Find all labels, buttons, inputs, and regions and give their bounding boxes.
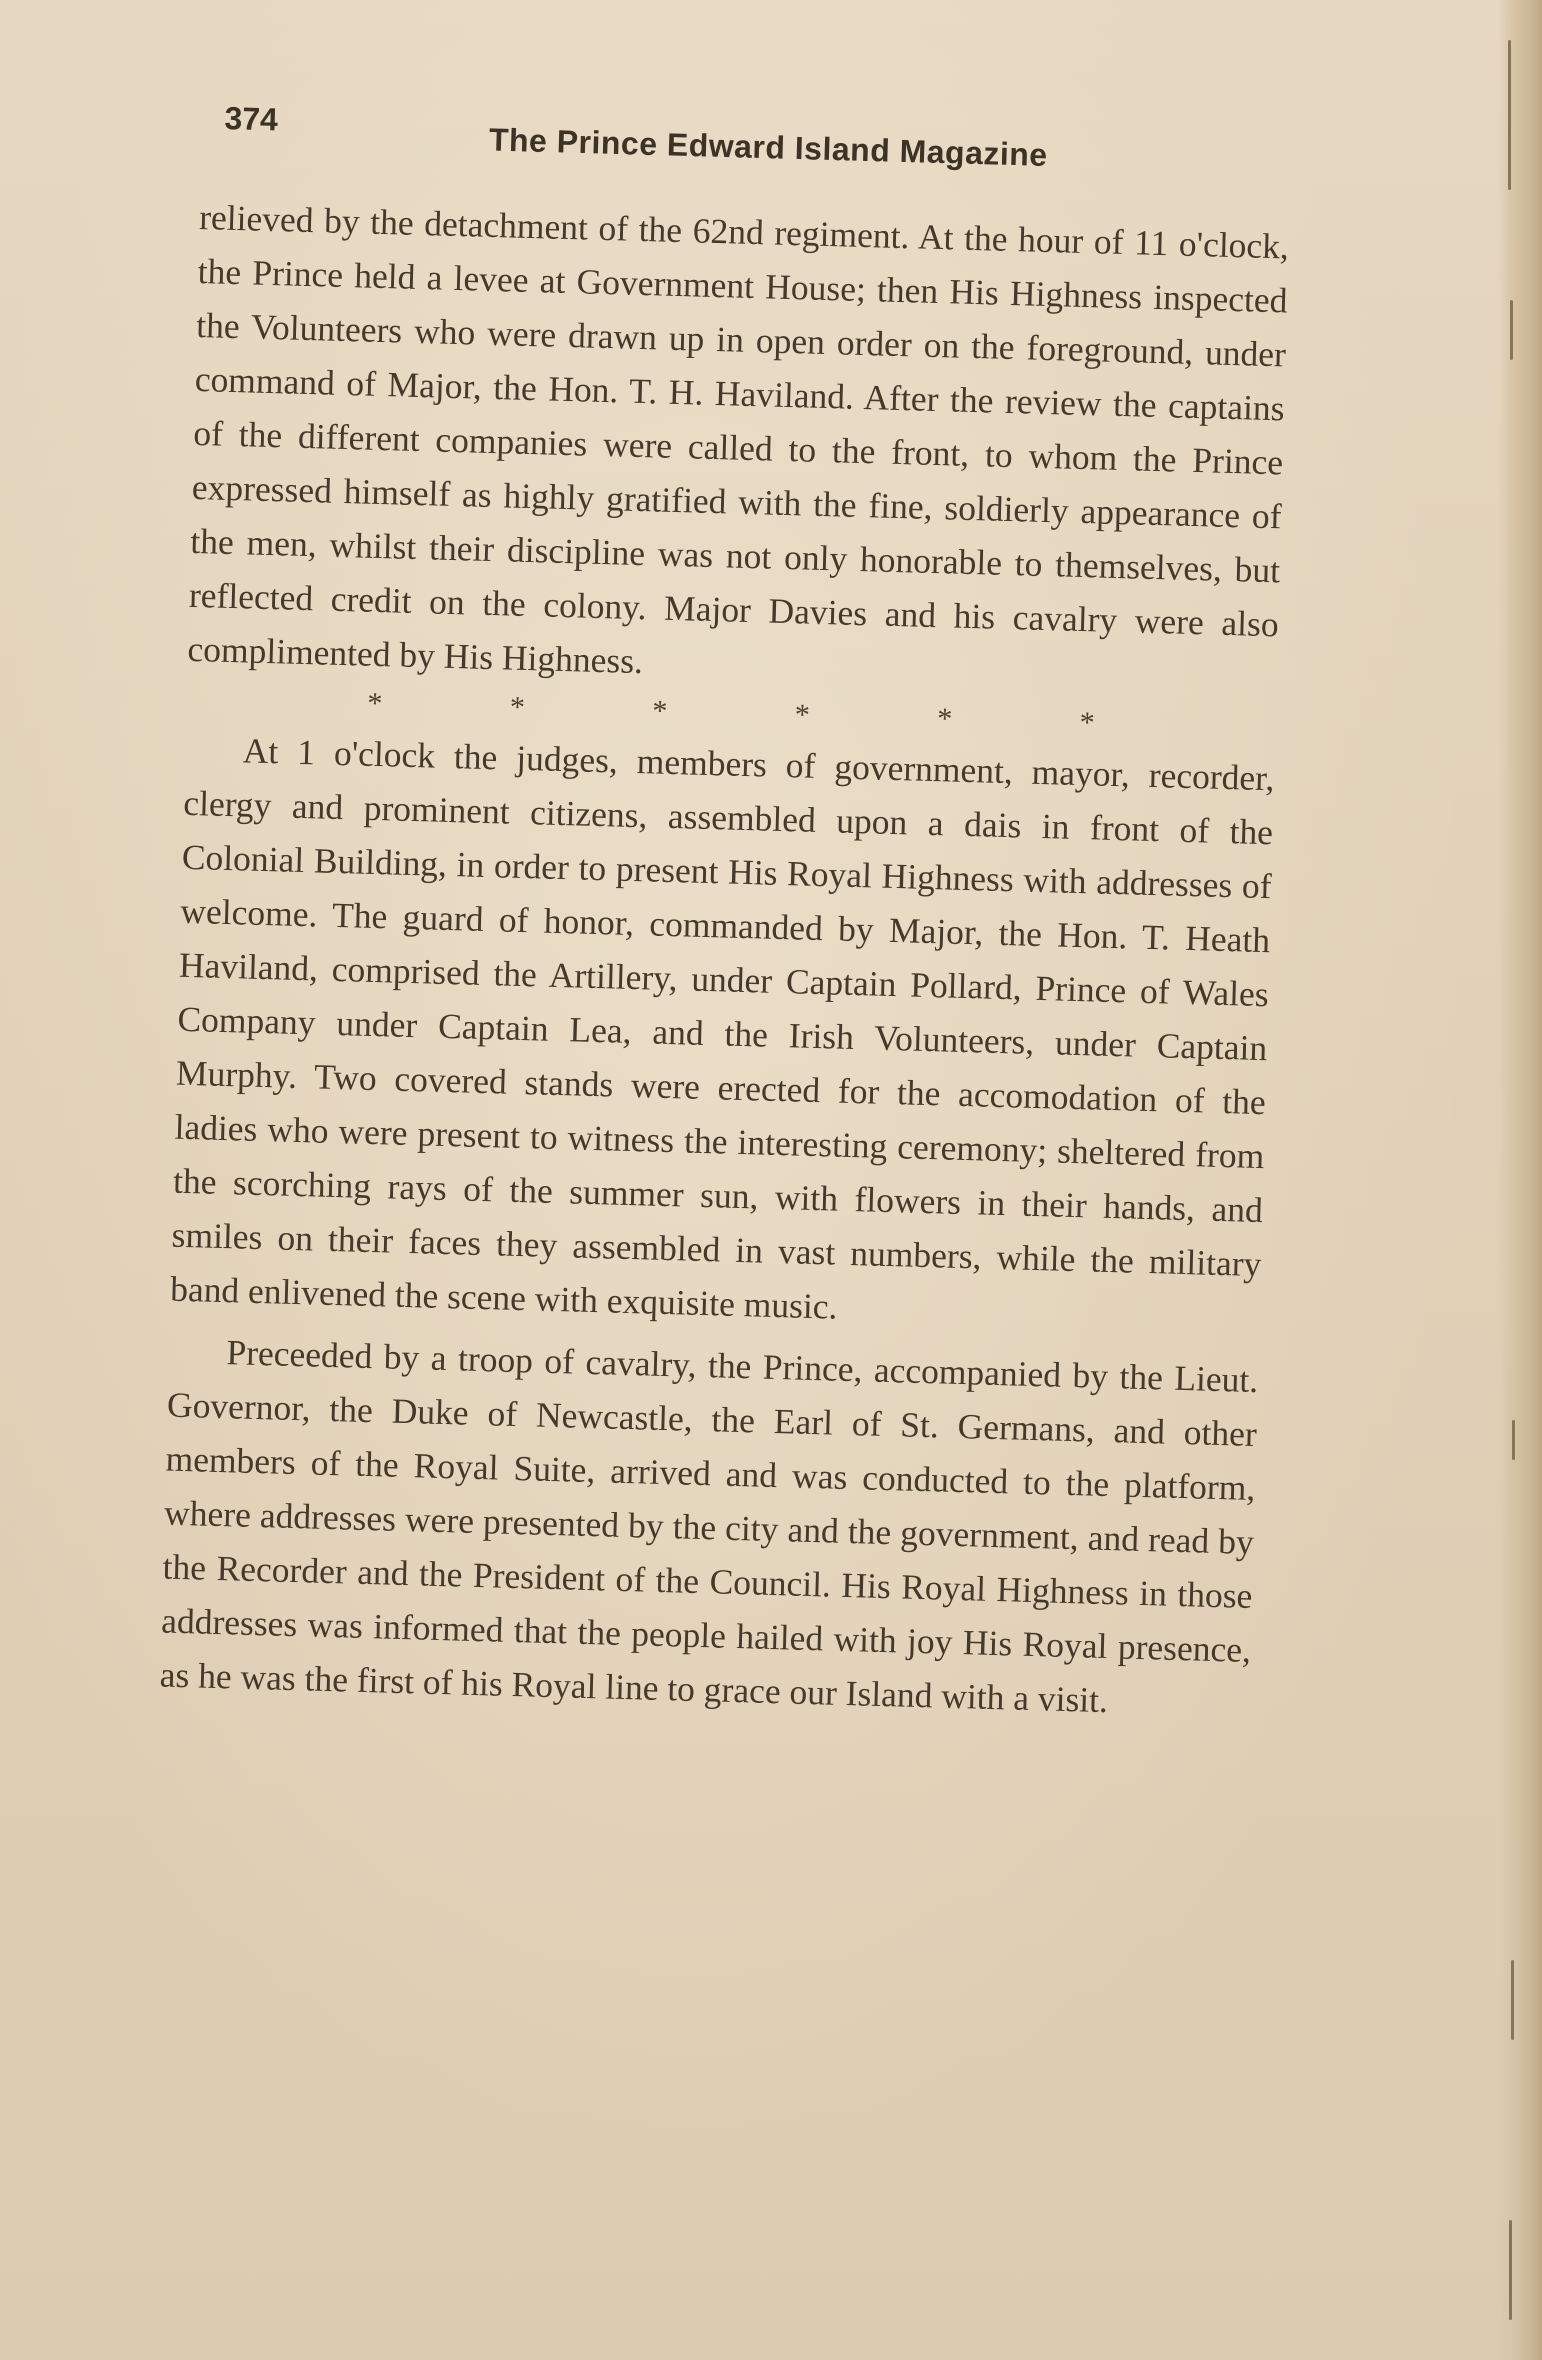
magazine-title: The Prince Edward Island Magazine — [488, 121, 1049, 173]
page-edge-shadow — [1498, 0, 1542, 2360]
edge-mark — [1511, 1960, 1514, 2040]
page-number: 374 — [223, 100, 279, 138]
paragraph: Preceeded by a troop of cavalry, the Prince, accompanied by the Lieut. Governor, the Duke of Newcastle, the Earl of St. Germans, and other members of the Royal Suite, arrived and was conducted to the platform, where addresses were presented by the city and the government, and read by the Recorder and the President of the Council. His Royal Highness in those addresses was informed that the people hailed with joy His Royal presence, as he was the first of his Royal line to grace our Island with a visit. — [159, 1332, 1259, 1721]
edge-mark — [1510, 300, 1513, 360]
edge-mark — [1508, 40, 1511, 190]
edge-mark — [1512, 1420, 1515, 1460]
paragraph: At 1 o'clock the judges, members of government, mayor, recorder, clergy and prominent citizens, assembled upon a dais in front of the Colonial Building, in order to present His Royal Highness with addresses of welcome. The guard of honor, commanded by Major, the Hon. T. Heath Haviland, comprised the Artillery, under Captain Pollard, Prince of Wales Company under Captain Lea, and the Irish Volunteers, under Captain Murphy. Two covered stands were erected for the accomodation of the ladies who were present to witness the interesting ceremony; sheltered from the scorching rays of the summer sun, with flowers in their hands, and smiles on their faces they assembled in vast numbers, while the military band enlivened the scene with exquisite music. — [169, 730, 1276, 1327]
running-head — [223, 100, 1305, 210]
paragraph: relieved by the detachment of the 62nd regiment. At the hour of 11 o'clock, the Prince held a levee at Government House; then His Highness inspected the Volunteers who were drawn up in open order on the foreground, under command of Major, the Hon. T. H. Haviland. After the review the captains of the different companies were called to the front, to whom the Prince expressed himself as highly gratified with the fine, soldierly appearance of the men, whilst their discipline was not only honorable to themselves, but reflected credit on the colony. Major Davies and his cavalry were also complimented by His Highness. — [187, 196, 1290, 682]
edge-mark — [1509, 2220, 1512, 2320]
body-text — [159, 190, 1289, 1731]
section-separator: * * * * * * — [366, 686, 1156, 742]
